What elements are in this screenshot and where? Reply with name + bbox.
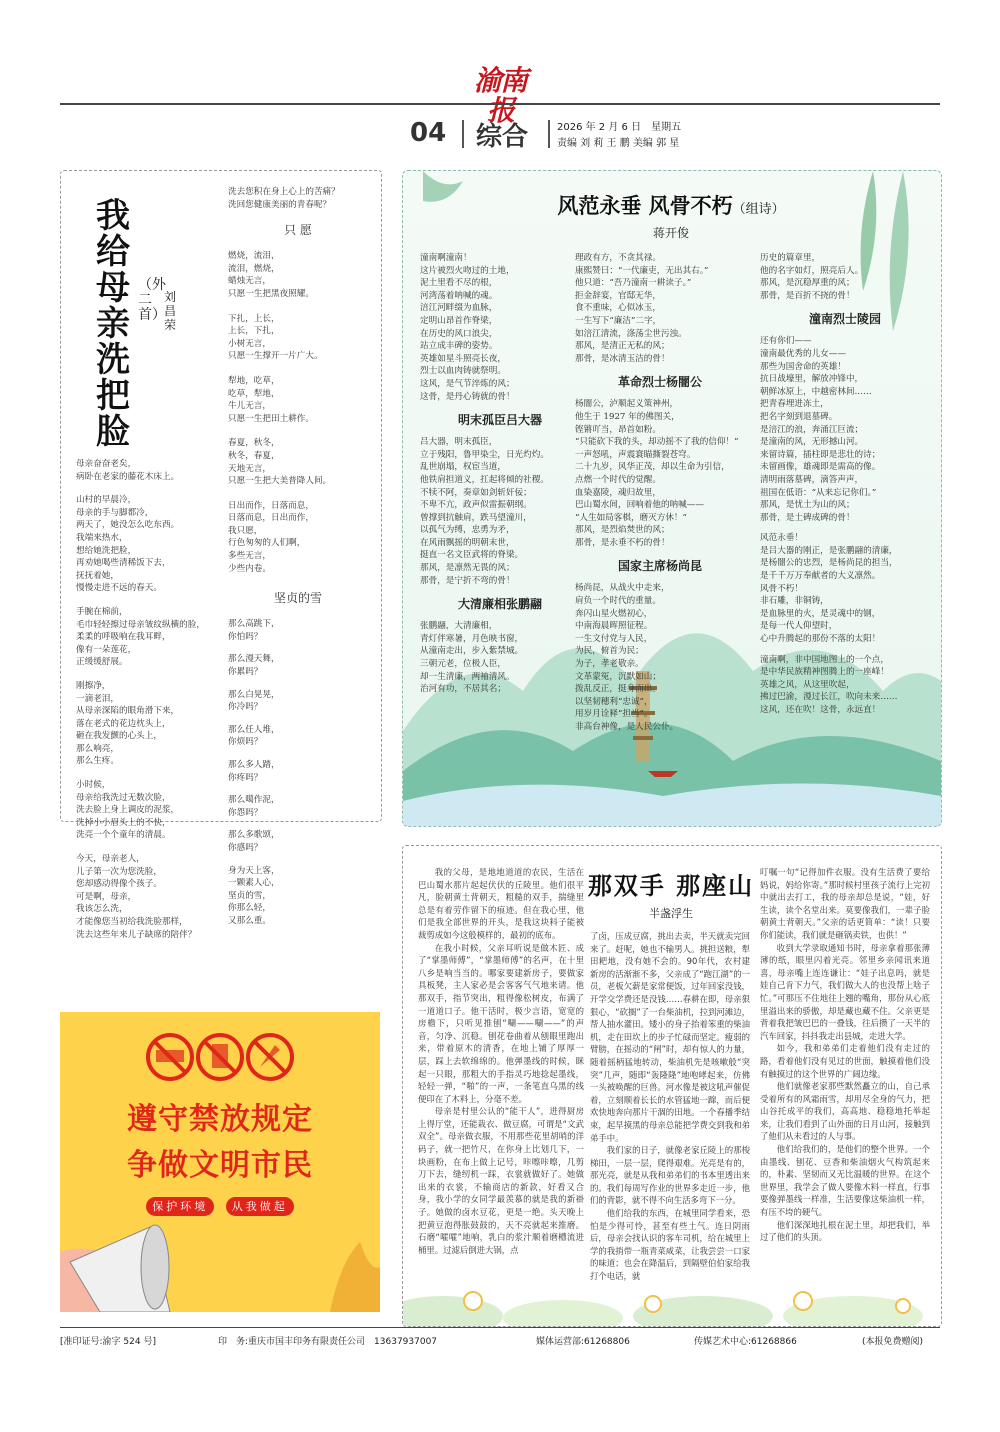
poem-stanza: 下扎，上长， 上长，下扎， 小树无言， 只愿一生撑开一片广大。 xyxy=(228,313,323,362)
poem-stanza: 那么噶作泥， 你怨吗？ xyxy=(228,795,280,818)
header-rule xyxy=(60,103,940,105)
ad-headline-1: 遵守禁放规定 xyxy=(127,1102,313,1137)
poem-stanza: 那么高跳下， 你怕吗？ xyxy=(228,619,280,642)
article-paragraph: 收到大学录取通知书时，母亲拿着那张薄薄的纸，眼里闪着光亮。邻里乡亲闻讯来道喜，母亲嘴上连连谦让：“娃子出息吗，就是娃自己肯下力气，我们做大人的也没帮上啥子忙。”可那压不住地往上翘的嘴角，那份从心底里溢出来的骄傲，却是藏也藏不住。父亲更是背着我把皱巴巴的一叠钱，往后攒了一天半的汽车回家，抖抖我走出县城，走进大学。 xyxy=(760,942,930,1041)
poem-stanza: 刚擦净， 一滴老泪， 从母亲深陷的眼角滑下来， 落在老式的花边枕头上， 砸在我发颤的心头上， 那么响亮， 那么生疼。 xyxy=(76,680,180,767)
article-paragraph: 如今，我和弟弟们走着他们没有走过的路，看着他们没有见过的世面，触摸着他们没有触摸过的这个世界的广阔边缘。 xyxy=(760,1043,930,1079)
left-poem-subtitle: （外二首） xyxy=(138,277,166,323)
poem-stanza: 那么多人踏， 你疼吗？ xyxy=(228,760,280,783)
article-paragraph: 叮嘱一句“记得加件衣服。没有生活费了要给妈说，妈给你寄。”那时候村里孩子流行上完初中就出去打工，我的母亲却总是说，“娃，好生读，读个名堂出来。莫要像我们，一辈子脸朝黄土背朝天。”父亲的话更简单：“读！只要你们能读，我们就是砸锅卖铁，也供！” xyxy=(760,867,930,940)
right-poem-column-1 xyxy=(420,252,580,696)
masthead-logo: 渝南报 xyxy=(473,64,526,127)
poem-heading-lieshilingyuan: 潼南烈士陵园 xyxy=(808,312,881,327)
left-poem-column-1 xyxy=(76,458,216,941)
poem-stanza: 身为天上客， 一颗素人心， 坚贞的雪， 你那么轻， 又那么重。 xyxy=(228,865,280,926)
poem-stanza: 那么多歌颂， 你感吗？ xyxy=(228,830,280,853)
section-name: 综合 xyxy=(476,122,529,152)
poem-stanza: 手腕在棉前， 毛巾轻轻擦过母亲皱纹纵横的脸， 柔柔的呼吸响在我耳畔， 像有一朵莲花， 正缓缓舒展。 xyxy=(76,606,205,668)
footer-license: [准印证号:渝字 524 号] xyxy=(60,1337,156,1347)
poem-heading-zhangpenghe: 大清廉相张鹏翮 xyxy=(457,597,542,612)
poem-stanza: 风范永垂！ 是吕大器的刚正，是张鹏翮的清廉， 是杨闇公的忠烈，是杨尚昆的担当， 是千千万万奉献者的大义凛然。 风骨不朽！ 非石雕，非铜铸， 是血脉里的火，是灵魂中的钢， 是每一代人仰望时， 心中升腾起的那份不落的太阳！ xyxy=(760,533,898,645)
footer-art-center: 传媒艺术中心:61268866 xyxy=(694,1337,797,1347)
poem-stanza: 吕大器，明末孤臣， 立于残阳，鲁甲染尘，日光灼灼。 乱世崩塌，权宦当道， 他铁肩担道义，扛起将倾的社稷。 不犊不阿，奏章如剑斩奸佞； 不卑不亢，政声似雷振朝纲。 曾撑到抗触肩，跌马望潼川， 以孤气为缚，忠勇为矛， 在风雨飘摇的明朝末世， 挺直一名文臣武将的脊梁。 那风，是凛然无畏的风； 那骨，是宁折不弯的骨！ xyxy=(420,437,549,586)
poem-heading-lvdaqi: 明末孤臣吕大器 xyxy=(457,413,542,428)
poem-heading-yangshangkun: 国家主席杨尚昆 xyxy=(617,559,702,574)
issue-date: 2026 年 2 月 6 日 星期五 xyxy=(557,122,682,133)
poem-stanza: 历史的篇章里， 他的名字如灯，照亮后人。 那风，是沉稳厚重的风； 那骨，是百折不挠的骨！ xyxy=(760,253,864,301)
article-paragraph: 我的父母，是地地道道的农民，生活在巴山蜀水那片起起伏伏的丘陵里。他们很平凡，脸朝黄土背朝天，粗糙的双手，揣缝里总是有着劳作留下的痕迹。但在我心里，他们是我全部世界的开头，是我这块料子能被裁剪成如今这般模样的，最初的底布。 xyxy=(418,867,584,940)
poem-heading-yanganggong: 革命烈士杨闇公 xyxy=(617,375,702,390)
poem-stanza: 洗去您积在身上心上的苦痛？ 洗回您健康美丽的青春呢？ xyxy=(228,187,340,210)
article-column-3 xyxy=(760,866,930,1244)
ad-slogan xyxy=(60,1198,380,1214)
poem-stanza: 小时候， 母亲给我洗过无数次脸， 洗去脸上身上调皮的泥浆， 洗掉小小眉头上的不快， 洗亮一个个童年的清晨。 xyxy=(76,780,180,841)
ad-slogan-a: 保护环境 xyxy=(146,1197,214,1216)
poem-stanza: 还有你们—— 潼南最优秀的儿女—— 那些为国舍命的英雄！ 抗日战壕里，解放冲锋中， 朝鲜冰原上，中越密林间…… 把青春埋进冻土， 把名字刻到退墓碑。 是涪江的浪，奔涌江巨流； 是潼南的风，无形撼山河。 来留诗篇，插柱即是悲壮的诗； 未留画像，雄魂即是需高的像。 清明雨落墓碑，滴答声声， 祖国在低语：“从来忘记你们。” 那风，是忧土为山的风； 那骨，是土碑成碑的骨！ xyxy=(760,336,881,523)
poem-stanza: 犁地，吃草， 吃草，犁地， 牛儿无言， 只愿一生把田土耕作。 xyxy=(228,375,314,424)
poem-stanza: 春夏，秋冬， 秋冬，春夏， 天地无言， 只愿一生把大美普降人间。 xyxy=(228,438,332,487)
left-poem-author: 刘昌荣 xyxy=(164,290,177,332)
footer-media-ops: 媒体运营部:61268806 xyxy=(536,1337,630,1347)
left-poem-column-2 xyxy=(228,186,368,928)
article-title: 那双手 那座山 xyxy=(587,871,755,900)
ad-headline-2: 争做文明市民 xyxy=(127,1148,313,1183)
poem-stanza: 燃烧，流泪， 流泪，燃烧， 蜡烛无言， 只愿一生把黑夜照耀。 xyxy=(228,251,314,299)
footer-rule xyxy=(60,1327,940,1328)
article-paragraph: 母亲是村里公认的“能干人”，进得厨房上得厅堂，还能栽衣、做豆腐，可谓是“文武双全”。母亲做衣服，不用那些花里胡哨的洋码子，就一把竹尺，在你身上比划几下，一块画粉，在布上做上记号，咔嚓咔嚓，几剪刀下去，缝纫机一踩，衣裳就做好了。她做出来的衣裳，不输商店的新款，好看又合身，我小学的女同学最羡慕的就是我的新褂子。她做的卤水豆花，更是一绝。头天晚上把黄豆泡得胀鼓鼓的，天不亮就起来推磨。石磨“嚯嚯”地响，乳白的浆汁顺着磨槽流进桶里。过滤后倒进大锅，点 xyxy=(418,1106,584,1255)
article-paragraph: 我们家的日子，就像老家丘陵上的那梭梯田，一层一层，爬得艰难。光亮是有的，那光亮，就是从我和弟弟们的书本里透出来的。我们每周写作业的世界多走近一步，他们的背影，就不得不向生活多弯下一分。 xyxy=(590,1145,750,1206)
article-paragraph: 他们给我的东西，在城里同学看来，恐怕是少得可怜，甚至有些土气。连日阴雨后，母亲会找认识的客车司机，给在城里上学的我捎带一瓶青菜咸菜，让我尝尝一口家的味道；也会在降温后，到隔壁伯伯家给我打个电话，就 xyxy=(590,1208,750,1282)
poem-stanza: 那么漫天舞， 你累吗？ xyxy=(228,654,280,678)
poem-stanza: 日出而作，日落而息， 日落而息，日出而作， 我只愿， 行色匆匆的人们啊， 多些无言， 少些内卷。 xyxy=(228,500,314,574)
article-paragraph: 在我小时候，父亲耳听说是做木匠、成了“掌墨师傅”，“掌墨师傅”的名声，在十里八乡是响当当的。哪家要建新房子，要做家具板凳，主人家必是会客客气气地来请。他那双手，指节突出，粗得像松树皮，布满了一道道口子。他干活时，极少言语，宽宽的房檐下，只听见推刨“唰——唰——”的声音，匀净、沉稳。刨花卷曲着从刨眼里跑出来，带着原木的清香，在地上铺了厚厚一层，踩上去软绵绵的。他弹墨线的时候，眯起一只眼，那粗大的手指灵巧地捻起墨线，轻轻一弹，“啪”的一声，一条笔直乌黑的线便印在了木料上，分毫不差。 xyxy=(418,942,584,1104)
page-number: 04 xyxy=(410,118,447,148)
left-poem-title: 我给母亲洗把脸 xyxy=(96,196,130,452)
article-paragraph: 他们深深地扎根在泥土里，却把我们，举过了他们的头顶。 xyxy=(760,1219,930,1243)
poem-title-jianzhen: 坚贞的雪 xyxy=(273,591,322,606)
header-divider xyxy=(462,120,464,148)
poem-stanza: 今天，母亲老人， 儿子第一次为您洗脸， 您却感动得像个孩子。 可是啊，母亲， 我该怎么洗， 才能像您当初给我洗脸那样， 洗去这些年来儿子缺席的陪伴？ xyxy=(76,854,197,940)
poem-stanza: 潼南啊潼南！ 这片被烈火吻过的土地， 泥土里看不尽的根， 河湾荡着呐喊的魂。 涪江河畔缀为血脉， 定明山昂首作脊梁， 在历史的风口浪尖， 站立成丰碑的姿势。 英雄如星斗照亮长夜， 烈士以血肉铸就祭明。 这风，是气节淬炼的风； 这骨，是丹心铸就的骨！ xyxy=(420,253,515,402)
poem-stanza: 母亲奋奋老矣， 病卧在老家的藤花木床上。 xyxy=(76,459,180,482)
poem-stanza: 那么白晃晃， 你冷吗？ xyxy=(228,689,280,713)
article-paragraph: 他们给我们的，是他们的整个世界。一个由墨线、刨花、豆香和柴油烟火气构筑起来的，朴素、坚韧而又无比温暖的世界。在这个世界里，我学会了做人要像木料一样直，行事要像弹墨线一样准，生活要像这柴油机一样，有压不垮的硬气。 xyxy=(760,1144,930,1218)
poem-stanza: 杨闇公，泸顺起义策神州， 他生于 1927 年的佛图关， 铿锵吖当，昂首如粉。 “只能砍下我的头，却动摇不了我的信仰！” 一声怒吼，声震寰瞄撕裂苍穹。 二十九岁，风华正茂，却以生命为引信， 点燃一个时代的觉醒。 血染嘉陵，魂归故里， 巴山蜀水间，回响着他的呐喊—— “人生如局客棋，磨灭方休！” 那风，是烈焰焚世的风； 那骨，是永垂不朽的骨！ xyxy=(575,399,739,548)
right-poem-column-3 xyxy=(760,252,930,717)
footer-free: (本报免费赠阅) xyxy=(862,1337,924,1347)
poem-stanza: 潼南啊，非中国地图上的一个点， 是中华民族精神图腾上的一座峰！ 英雄之风，从这里吹起， 拂过巴渝，漫过长江，吹向未来…… 这风，还在吹！这骨，永远直！ xyxy=(760,654,898,715)
article-author: 半盏浮生 xyxy=(649,907,693,920)
poem-stanza: 那么任人堆， 你烦吗？ xyxy=(228,724,280,748)
right-poem-author: 蒋开俊 xyxy=(652,226,689,240)
poem-title-zhiyuan: 只 愿 xyxy=(284,223,312,238)
right-poem-title: 风范永垂 风骨不朽（组诗） xyxy=(557,193,785,218)
article-column-1 xyxy=(418,866,584,1256)
editor-credits: 责编 刘 莉 王 鹏 美编 郭 星 xyxy=(557,138,680,149)
article-column-2 xyxy=(590,930,750,1283)
footer-printer: 印 务:重庆市国丰印务有限责任公司 13637937007 xyxy=(218,1337,438,1347)
poem-stanza: 理政有方，不贪其禄。 康熙赞曰：“一代廉吏，无出其右。” 他只道：“吾乃潼南一耕读子。” 拒金辞宴，官邸无华， 食不重味，心似冰玉， 一生写下“廉洁”二字， 如涪江清流，涤荡尘世污浊。 那风，是清正无私的风； 那骨，是冰清玉洁的骨！ xyxy=(575,253,709,364)
article-paragraph: 他们就像老家那些默然矗立的山，自己承受着所有的风霜雨雪，却用尽全身的气力，把山谷托成平的我们，高高地、稳稳地托举起来，让我们看到了山外面的日月山河，接触到了他们从未看过的人与事。 xyxy=(760,1081,930,1142)
poem-stanza: 杨尚昆，从战火中走来， 肩负一个时代的重量。 奔闪山星火燃初心， 中南海晨晖照征程。 一生文付党与人民， 为民，俯首为民； 为子，孝老敬亲。 文革蒙冤，沉默如山； 拨乱反正，挺身而出。 以坚韧穗利“忠诚”， 用岁月诠释“担当”。 非高台神像，是人民公仆。 xyxy=(575,583,679,732)
ad-slogan-b: 从我做起 xyxy=(226,1197,294,1216)
poem-stanza: 张鹏翮，大清廉相， 青灯伴寒暑，月色映书窗， 从潼南走出，步入紫禁城。 三朝元老，位极人臣， 却一生清廉，两袖清风。 治河有功，不居其名； xyxy=(420,621,524,695)
right-poem-column-2 xyxy=(575,252,745,734)
poem-stanza: 山村的早晨冷， 母亲的手与脚都冷， 两天了，她没怎么吃东西。 我端来热水， 想给她洗把脸， 再劝她喝些清稀饭下去， 抚抚着她， 慢慢走进不远的春天。 xyxy=(76,495,180,594)
header-divider xyxy=(548,120,550,148)
article-paragraph: 了卤，压成豆腐，挑出去卖，半天就卖完回来了。赶呢，她也不输男人。挑担送粮，犁田耙地，没有她不会的。90年代，农村建新房的活渐渐不多，父亲成了“跑江湖”的一员，老板欠薪是家常便饭，过年回家没钱，开学交学费还是没钱……春耕在即，母亲狠狠心，“砍搁”了一台柴油机，拉到河滩边，帮人抽水灌田。矮小的身子抬着笨重的柴油机，走在田坎上的步子忙碌而坚定。瘦弱的臂膀，在摇动的“闸”时，却有惊人的力量，随着摇柄猛地转动，柴油机先是咳嗽般“突突”几声，随即“轰隆隆”地咆哮起来，仿佛一头被唤醒的巨兽。河水像是被这吼声催促着，立刻顺着长长的水管猛地一蹿，而后便欢快地奔向那片干涸的田地。一个春播季结束，起早摸黑的母亲总能把学费交到我和弟弟手中。 xyxy=(590,931,750,1143)
